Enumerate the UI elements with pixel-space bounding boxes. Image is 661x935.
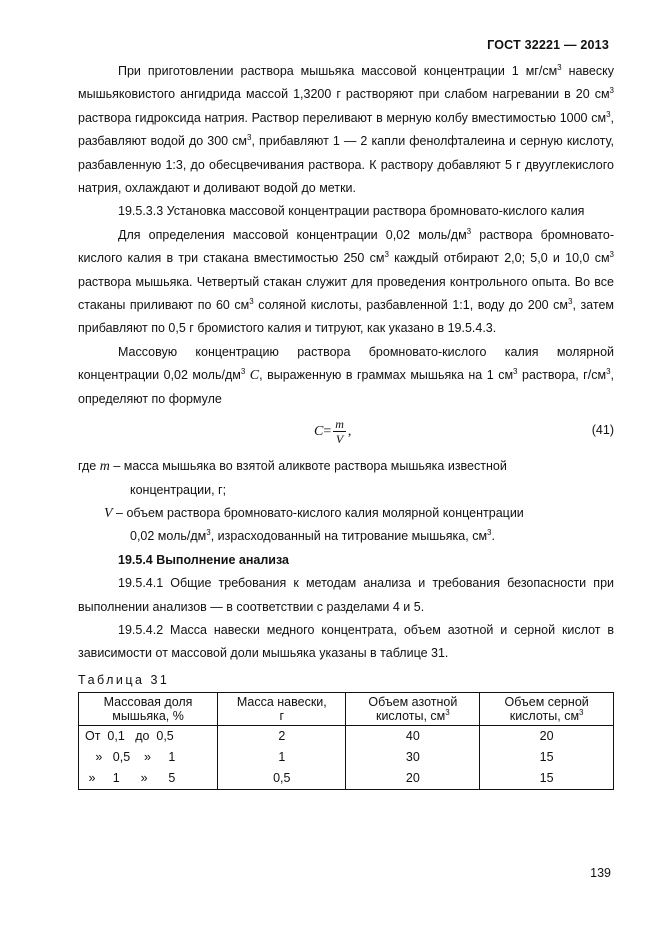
document-header: ГОСТ 32221 — 2013: [487, 38, 609, 52]
where-v-definition: V – объем раствора бромновато-кислого калия молярной концентрации: [104, 505, 524, 521]
page-body: [78, 60, 614, 790]
cell-sulfuric-volume: 15: [480, 768, 614, 790]
formula-expression: C = $\frac{m}{V}$ ,: [314, 417, 352, 447]
where-m-definition-cont: концентрации, г;: [130, 482, 227, 497]
paragraph-concentration-setup: Для определения массовой концентрации 0,02 моль/$дм^3$ раствора бромновато-кислого калия в три стакана вместимостью 250 $см^3$ каждый отбирают 2,0; 5,0 и 10,0 $см^3$ раствора мышьяка. Четвертый стакан служит для проведения контрольного опыта. Во все стаканы приливают по 60 $см^3$ соляной кислоты, разбавленной 1:1, воду до 200 $см^3$, затем прибавляют по 0,5 г бромистого калия и титруют, как указано в 19.5.4.3.: [78, 226, 614, 336]
cell-sulfuric-volume: 20: [480, 725, 614, 747]
cell-arsenic-range: От 0,1 до 0,5: [79, 725, 218, 747]
cell-sulfuric-volume: 15: [480, 747, 614, 768]
table-row: [79, 747, 614, 768]
cell-nitric-volume: 30: [346, 747, 480, 768]
where-v-definition-cont: 0,02 моль/$дм^3$, израсходованный на титрование мышьяка, $см^3$.: [130, 528, 495, 544]
section-heading-19-5-4: 19.5.4 Выполнение анализа: [118, 552, 289, 567]
paragraph-19-5-4-2: 19.5.4.2 Масса навески медного концентрата, объем азотной и серной кислот в зависимости от массовой доли мышьяка указаны в таблице 31.: [78, 622, 614, 661]
header-arsenic-fraction: Массовая доля мышьяка, %: [79, 692, 218, 725]
table-row: [79, 768, 614, 790]
subsection-19-5-3-3: 19.5.3.3 Установка массовой концентрации раствора бромновато-кислого калия: [118, 204, 585, 219]
table-31: [78, 692, 614, 790]
cell-nitric-volume: 20: [346, 768, 480, 790]
paragraph-formula-intro: Массовую концентрацию раствора бромновато-кислого калия молярной концентрации 0,02 моль/$дм^3$ C, выраженную в граммах мышьяка на 1 $см^3$ раствора, $г/см^3$, определяют по формуле: [78, 344, 614, 406]
table-row: [79, 725, 614, 747]
where-m-definition: где m – масса мышьяка во взятой аликвоте раствора мышьяка известной: [78, 459, 507, 475]
paragraph-arsenic-solution: При приготовлении раствора мышьяка массовой концентрации 1 $мг/см^3$ навеску мышьяковистого ангидрида массой 1,3200 г растворяют при слабом нагревании в 20 $см^3$ раствора гидроксида натрия. Раствор переливают в мерную колбу вместимостью 1000 $см^3$, разбавляют водой до 300 $см^3$, прибавляют 1 — 2 капли фенолфталеина и серную кислоту, разбавленную 1:3, до обесцвечивания раствора. К раствору добавляют 5 г двууглекислого натрия, охлаждают и доливают водой до метки.: [78, 63, 614, 196]
header-sample-mass: Масса навески, г: [218, 692, 346, 725]
cell-sample-mass: 2: [218, 725, 346, 747]
cell-nitric-volume: 40: [346, 725, 480, 747]
formula-number: (41): [591, 423, 614, 438]
paragraph-19-5-4-1: 19.5.4.1 Общие требования к методам анализа и требования безопасности при выполнении анализов — в соответствии с разделами 4 и 5.: [78, 576, 614, 614]
page-number: 139: [590, 866, 611, 880]
header-sulfuric-acid-volume: Объем серной кислоты, $см^3$: [480, 692, 614, 725]
cell-sample-mass: 1: [218, 747, 346, 768]
cell-sample-mass: 0,5: [218, 768, 346, 790]
table-header-row: [79, 692, 614, 725]
formula-fraction: $\frac{m}{V}$: [335, 417, 344, 447]
header-nitric-acid-volume: Объем азотной кислоты, $см^3$: [346, 692, 480, 725]
table-caption: Таблица 31: [78, 672, 170, 687]
formula-41: [78, 411, 614, 455]
cell-arsenic-range: » 1 » 5: [79, 768, 218, 790]
cell-arsenic-range: » 0,5 » 1: [79, 747, 218, 768]
